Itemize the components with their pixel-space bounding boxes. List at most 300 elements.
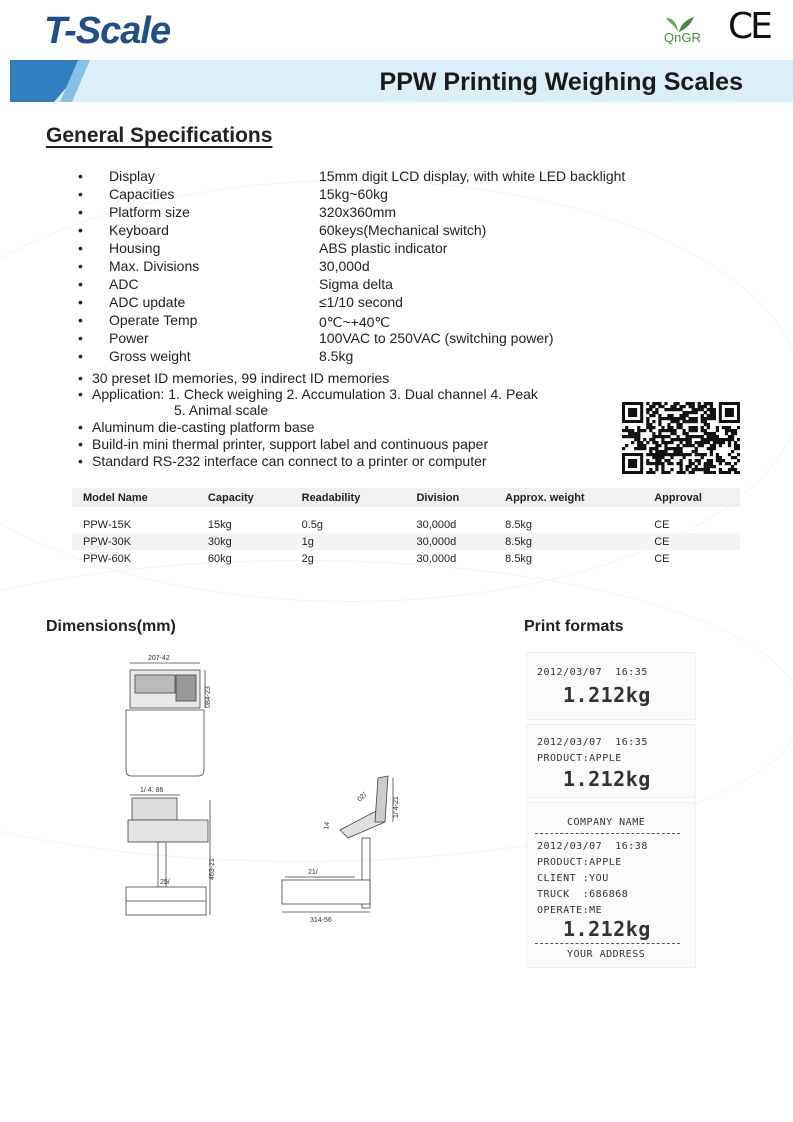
receipt-operate: OPERATE:ME <box>537 905 603 916</box>
qr-module <box>683 405 686 408</box>
dimension-label: 314-56 <box>310 917 332 924</box>
qr-module <box>661 471 664 474</box>
page-title: PPW Printing Weighing Scales <box>379 68 743 96</box>
qr-module <box>658 423 661 426</box>
qr-module <box>631 432 634 435</box>
qr-module <box>646 417 649 420</box>
qr-module <box>686 438 689 441</box>
qr-module <box>686 420 689 423</box>
qr-module <box>704 462 707 465</box>
qr-module <box>667 453 670 456</box>
qr-module <box>646 453 649 456</box>
qr-module <box>670 453 673 456</box>
qr-module <box>670 420 673 423</box>
qr-module <box>707 402 710 405</box>
feature-item-continuation: 5. Animal scale <box>174 402 269 418</box>
qr-module <box>725 432 728 435</box>
qr-module <box>646 408 649 411</box>
table-row <box>72 533 740 550</box>
qr-module <box>664 408 667 411</box>
qr-module <box>658 414 661 417</box>
qr-module <box>655 441 658 444</box>
qr-module <box>707 423 710 426</box>
qr-module <box>643 429 646 432</box>
qr-module <box>734 429 737 432</box>
dimension-drawings <box>110 650 410 930</box>
qr-module <box>673 447 676 450</box>
receipt-sample-3 <box>526 802 696 968</box>
qr-module <box>698 444 701 447</box>
table-cell: PPW-30K <box>72 533 197 550</box>
qr-module <box>649 450 652 453</box>
qr-module <box>704 405 707 408</box>
qr-module <box>698 468 701 471</box>
table-cell: 0.5g <box>301 518 324 531</box>
spec-label: Operate Temp <box>109 312 198 328</box>
ce-mark: CE <box>728 6 770 47</box>
qr-module <box>689 438 692 441</box>
qr-module <box>679 408 682 411</box>
qr-module <box>667 447 670 450</box>
qr-module <box>658 435 661 438</box>
spec-label: Platform size <box>109 204 190 220</box>
qr-code[interactable] <box>622 402 740 474</box>
qr-module <box>667 426 670 429</box>
qr-module <box>704 471 707 474</box>
qr-module <box>667 429 670 432</box>
qr-module <box>692 420 695 423</box>
qr-module <box>634 438 637 441</box>
qr-module <box>652 426 655 429</box>
qr-module <box>719 438 722 441</box>
qr-module <box>704 453 707 456</box>
qr-module <box>670 429 673 432</box>
qr-module <box>673 417 676 420</box>
qr-module <box>695 468 698 471</box>
qr-module <box>679 471 682 474</box>
qr-module <box>719 444 722 447</box>
qr-module <box>652 414 655 417</box>
qr-module <box>707 432 710 435</box>
table-cell: CE <box>654 518 670 531</box>
qr-module <box>728 438 731 441</box>
qr-module <box>734 456 737 459</box>
qr-module <box>698 402 701 405</box>
qr-module <box>637 426 640 429</box>
spec-value: 320x360mm <box>319 204 397 220</box>
qr-module <box>655 453 658 456</box>
qr-module <box>737 426 740 429</box>
qr-module <box>686 468 689 471</box>
qr-module <box>698 408 701 411</box>
spec-label: Housing <box>109 240 161 256</box>
qr-module <box>646 459 649 462</box>
qr-module <box>655 444 658 447</box>
qr-module <box>673 438 676 441</box>
dimension-label: 1/ 4. 86 <box>140 787 164 794</box>
qr-module <box>664 447 667 450</box>
qr-module <box>695 429 698 432</box>
qr-module <box>658 429 661 432</box>
receipt-weight: 1.212kg <box>563 683 651 707</box>
qr-module <box>698 435 701 438</box>
qr-module <box>673 420 676 423</box>
qr-module <box>637 432 640 435</box>
qr-module <box>658 459 661 462</box>
qr-module <box>692 426 695 429</box>
qr-module <box>710 405 713 408</box>
table-cell: 30,000d <box>405 533 494 550</box>
qr-module <box>716 438 719 441</box>
qr-module <box>679 426 682 429</box>
qr-module <box>713 441 716 444</box>
qr-module <box>661 465 664 468</box>
qr-module <box>649 405 652 408</box>
qr-module <box>649 453 652 456</box>
qr-module <box>713 417 716 420</box>
qr-module <box>692 435 695 438</box>
qr-module <box>722 438 725 441</box>
qr-module <box>661 438 664 441</box>
table-cell: CE <box>643 533 740 550</box>
qr-module <box>652 453 655 456</box>
qr-module <box>686 465 689 468</box>
qr-module <box>707 426 710 429</box>
qr-module <box>649 447 652 450</box>
qr-module <box>710 414 713 417</box>
qr-module <box>701 441 704 444</box>
qr-module <box>692 471 695 474</box>
qr-module <box>713 414 716 417</box>
qr-module <box>731 429 734 432</box>
qr-module <box>646 402 649 405</box>
receipt-address: YOUR ADDRESS <box>567 949 646 960</box>
qr-module <box>707 462 710 465</box>
qr-module <box>661 435 664 438</box>
spec-label: ADC update <box>109 294 186 310</box>
qr-module <box>640 429 643 432</box>
spec-label: ADC <box>109 276 139 292</box>
qr-module <box>679 453 682 456</box>
spacer-row <box>72 507 740 516</box>
qr-module <box>701 438 704 441</box>
qr-module <box>664 453 667 456</box>
qr-module <box>713 435 716 438</box>
qr-module <box>655 459 658 462</box>
qr-module <box>658 444 661 447</box>
qr-module <box>667 423 670 426</box>
qr-module <box>686 453 689 456</box>
table-cell: 30,000d <box>416 518 457 531</box>
qr-module <box>695 459 698 462</box>
qr-module <box>695 417 698 420</box>
qr-module <box>683 429 686 432</box>
qr-module <box>734 447 737 450</box>
qr-finder-module <box>628 459 637 468</box>
spec-label: Gross weight <box>109 348 191 364</box>
table-cell: 8.5kg <box>505 552 533 565</box>
spec-label: Power <box>109 330 149 346</box>
qr-module <box>701 429 704 432</box>
qr-module <box>695 453 698 456</box>
spec-label: Keyboard <box>109 222 169 238</box>
qr-module <box>716 435 719 438</box>
qr-module <box>707 438 710 441</box>
qr-module <box>734 441 737 444</box>
qr-module <box>637 435 640 438</box>
qr-module <box>689 465 692 468</box>
qr-module <box>719 468 722 471</box>
qr-module <box>658 417 661 420</box>
qr-module <box>701 420 704 423</box>
table-cell: 1g <box>291 533 406 550</box>
qr-module <box>673 450 676 453</box>
qr-module <box>698 462 701 465</box>
qr-module <box>683 414 686 417</box>
qr-module <box>683 420 686 423</box>
qr-module <box>683 456 686 459</box>
qr-module <box>676 420 679 423</box>
qr-module <box>713 408 716 411</box>
qr-module <box>707 408 710 411</box>
qr-module <box>719 456 722 459</box>
qr-module <box>673 405 676 408</box>
qr-module <box>643 438 646 441</box>
qr-module <box>695 426 698 429</box>
qr-module <box>646 411 649 414</box>
qr-module <box>710 447 713 450</box>
qr-module <box>658 402 661 405</box>
qr-module <box>652 438 655 441</box>
qr-module <box>683 411 686 414</box>
qr-module <box>719 471 722 474</box>
qr-module <box>655 462 658 465</box>
qr-module <box>676 417 679 420</box>
qr-module <box>701 417 704 420</box>
qr-module <box>640 447 643 450</box>
qr-module <box>658 432 661 435</box>
qr-module <box>686 441 689 444</box>
qr-module <box>679 405 682 408</box>
qr-module <box>692 450 695 453</box>
qr-module <box>676 408 679 411</box>
qr-module <box>646 441 649 444</box>
qr-module <box>728 429 731 432</box>
qr-module <box>701 468 704 471</box>
qr-module <box>667 462 670 465</box>
qr-module <box>695 408 698 411</box>
qr-module <box>722 459 725 462</box>
qr-module <box>725 462 728 465</box>
qr-module <box>710 435 713 438</box>
qr-module <box>667 408 670 411</box>
qr-module <box>686 411 689 414</box>
qr-module <box>716 453 719 456</box>
qr-module <box>728 462 731 465</box>
qr-module <box>722 471 725 474</box>
qr-module <box>658 450 661 453</box>
qr-module <box>704 402 707 405</box>
qr-module <box>698 453 701 456</box>
qr-module <box>710 438 713 441</box>
print-formats-heading: Print formats <box>524 618 624 635</box>
qr-module <box>670 417 673 420</box>
qr-module <box>646 420 649 423</box>
qr-module <box>628 432 631 435</box>
qr-module <box>683 432 686 435</box>
qr-module <box>722 426 725 429</box>
qr-module <box>667 459 670 462</box>
qr-module <box>686 402 689 405</box>
qr-module <box>686 435 689 438</box>
qr-module <box>664 444 667 447</box>
qr-module <box>637 438 640 441</box>
receipt-product: PRODUCT:APPLE <box>537 753 622 764</box>
qr-module <box>713 465 716 468</box>
qr-module <box>664 435 667 438</box>
qr-module <box>655 402 658 405</box>
dimension-label: 463-21 <box>209 858 216 880</box>
receipt-datetime: 2012/03/07 16:35 <box>537 667 648 678</box>
qr-module <box>713 438 716 441</box>
qr-module <box>646 423 649 426</box>
qr-module <box>649 426 652 429</box>
qr-module <box>710 462 713 465</box>
qr-module <box>658 453 661 456</box>
qr-module <box>670 468 673 471</box>
receipt-client: CLIENT :YOU <box>537 873 609 884</box>
qr-module <box>679 462 682 465</box>
dimension-label: 207-42 <box>148 655 170 662</box>
qr-module <box>710 444 713 447</box>
qr-module <box>683 417 686 420</box>
qr-module <box>713 471 716 474</box>
front-view-stand <box>126 787 216 915</box>
qr-module <box>646 426 649 429</box>
receipt-product: PRODUCT:APPLE <box>537 857 622 868</box>
table-cell: 2g <box>301 552 314 565</box>
qr-module <box>628 435 631 438</box>
qr-module <box>634 447 637 450</box>
qr-module <box>725 429 728 432</box>
qr-module <box>676 435 679 438</box>
qr-module <box>710 432 713 435</box>
qr-module <box>640 444 643 447</box>
qr-module <box>737 438 740 441</box>
qr-module <box>689 453 692 456</box>
qr-module <box>737 447 740 450</box>
qr-module <box>716 429 719 432</box>
qngr-text: QnGR <box>664 30 701 45</box>
qr-module <box>734 462 737 465</box>
qr-module <box>664 459 667 462</box>
receipt-sample-1 <box>526 652 696 720</box>
qr-module <box>689 417 692 420</box>
receipt-divider <box>535 943 680 944</box>
qr-module <box>713 444 716 447</box>
table-cell: 15kg <box>207 518 232 531</box>
qr-module <box>701 444 704 447</box>
qr-module <box>728 435 731 438</box>
qr-module <box>692 462 695 465</box>
qr-module <box>679 459 682 462</box>
qr-module <box>649 468 652 471</box>
dimension-label: 02/ <box>356 791 369 804</box>
qr-module <box>658 456 661 459</box>
qr-module <box>667 414 670 417</box>
qr-module <box>731 468 734 471</box>
qr-module <box>731 438 734 441</box>
qr-module <box>649 462 652 465</box>
qr-module <box>664 429 667 432</box>
qr-module <box>637 444 640 447</box>
qr-module <box>679 468 682 471</box>
qr-finder-module <box>725 408 734 417</box>
spec-label: Display <box>109 168 155 184</box>
qr-module <box>667 417 670 420</box>
qr-module <box>655 450 658 453</box>
qr-module <box>719 441 722 444</box>
qr-module <box>704 420 707 423</box>
qr-module <box>631 435 634 438</box>
qr-module <box>661 441 664 444</box>
qr-module <box>701 408 704 411</box>
qr-module <box>631 441 634 444</box>
qr-module <box>725 438 728 441</box>
qr-module <box>683 453 686 456</box>
spec-label: Capacities <box>109 186 175 202</box>
qr-module <box>664 471 667 474</box>
qr-module <box>652 471 655 474</box>
dimensions-heading: Dimensions(mm) <box>46 618 176 635</box>
qr-module <box>710 417 713 420</box>
qr-module <box>701 435 704 438</box>
qr-module <box>652 456 655 459</box>
qr-module <box>637 447 640 450</box>
qr-module <box>686 432 689 435</box>
qr-module <box>670 438 673 441</box>
qr-module <box>670 456 673 459</box>
qr-module <box>676 438 679 441</box>
table-cell: 30,000d <box>416 552 457 565</box>
qr-module <box>728 468 731 471</box>
qr-module <box>649 423 652 426</box>
qr-module <box>710 465 713 468</box>
qr-module <box>622 429 625 432</box>
qr-module <box>661 426 664 429</box>
qr-module <box>707 447 710 450</box>
spec-value: ABS plastic indicator <box>319 240 448 256</box>
qr-module <box>710 411 713 414</box>
qr-module <box>652 405 655 408</box>
qr-module <box>670 414 673 417</box>
qr-module <box>676 462 679 465</box>
qr-module <box>689 462 692 465</box>
qr-module <box>737 459 740 462</box>
table-row <box>72 516 740 533</box>
receipt-divider <box>535 833 680 834</box>
receipt-weight: 1.212kg <box>563 767 651 791</box>
qr-module <box>704 432 707 435</box>
qr-module <box>707 465 710 468</box>
qr-module <box>676 402 679 405</box>
qr-module <box>643 447 646 450</box>
qr-module <box>637 441 640 444</box>
qr-module <box>652 447 655 450</box>
qr-module <box>710 408 713 411</box>
qr-module <box>625 426 628 429</box>
qr-module <box>661 468 664 471</box>
